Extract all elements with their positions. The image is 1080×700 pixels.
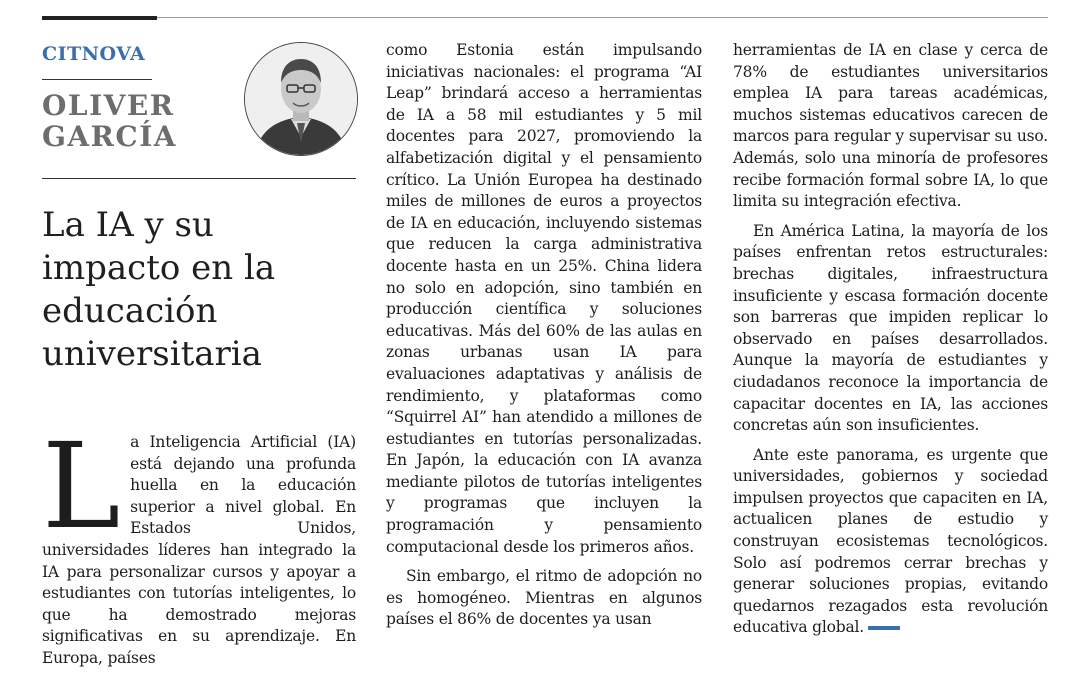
article-paragraph: Sin embargo, el ritmo de adopción no es homogéneo. Mientras en algunos países el 86% de docentes ya usan bbox=[386, 567, 702, 629]
header-divider bbox=[42, 178, 356, 179]
author-photo bbox=[244, 42, 358, 156]
paragraph-text: a Inteligencia Artificial (IA) está dejando una profunda huella en la educación superior a nivel global. En Estados Unidos, universidades líderes han integrado la IA para personalizar cursos y apoyar a estudiantes con tutorías inteligentes, lo que ha demostrado mejoras significativas en su aprendizaje. En Europa, países bbox=[42, 433, 356, 667]
drop-cap: L bbox=[42, 417, 121, 555]
top-rule-accent bbox=[42, 16, 157, 20]
article-paragraph: En América Latina, la mayoría de los países enfrentan retos estructurales: brechas digitales, infraestructura insuficiente y escasa formación docente son barreras que impiden replicar lo observado en países desarrollados. Aunque la mayoría de estudiantes y ciudadanos reconoce la importancia de capacitar docentes en IA, las acciones concretas aún son insuficientes. bbox=[733, 221, 1048, 435]
section-divider bbox=[42, 79, 152, 80]
article-paragraph bbox=[42, 417, 356, 670]
author-name: OLIVER GARCÍA bbox=[42, 89, 178, 153]
author-portrait bbox=[245, 43, 357, 155]
top-rule bbox=[42, 17, 1048, 18]
article-column-2 bbox=[386, 40, 702, 631]
paragraph-text: Ante este panorama, es urgente que universidades, gobiernos y sociedad impulsen proyectos que capaciten en IA, actualicen planes de estudio y construyan ecosistemas tecnológicos. Solo así podremos cerrar brechas y generar soluciones propias, evitando quedarnos rezagados esta revolución educativa global. bbox=[733, 445, 1048, 637]
article-column-3 bbox=[733, 40, 1048, 639]
end-mark bbox=[868, 626, 900, 630]
article-paragraph: herramientas de IA en clase y cerca de 78% de estudiantes universitarios emplea IA para tareas académicas, muchos sistemas educativos carecen de marcos para regular y supervisar su uso. Además, solo una minoría de profesores recibe formación formal sobre IA, lo que limita su integración efectiva. bbox=[733, 41, 1048, 211]
section-label: CITNOVA bbox=[42, 43, 146, 65]
article-paragraph bbox=[733, 445, 1048, 639]
article-column-1 bbox=[42, 417, 356, 670]
headline: La IA y su impacto en la educación universitaria bbox=[42, 205, 276, 374]
article-paragraph: como Estonia están impulsando iniciativas nacionales: el programa “AI Leap” brindará acceso a herramientas de IA a 58 mil estudiantes y 5 mil docentes para 2027, promoviendo la alfabetización digital y el pensamiento crítico. La Unión Europea ha destinado miles de millones de euros a proyectos de IA en educación, incluyendo sistemas que reducen la carga administrativa docente hasta en un 25%. China lidera no solo en adopción, sino también en producción científica y soluciones educativas. Más del 60% de las aulas en zonas urbanas usan IA para evaluaciones adaptativas y análisis de rendimiento, y plataformas como “Squirrel AI” han atendido a millones de estudiantes en tutorías personalizadas. En Japón, la educación con IA avanza mediante pilotos de tutorías inteligentes y programas que incluyen la programación y pensamiento computacional desde los primeros años. bbox=[386, 41, 702, 556]
